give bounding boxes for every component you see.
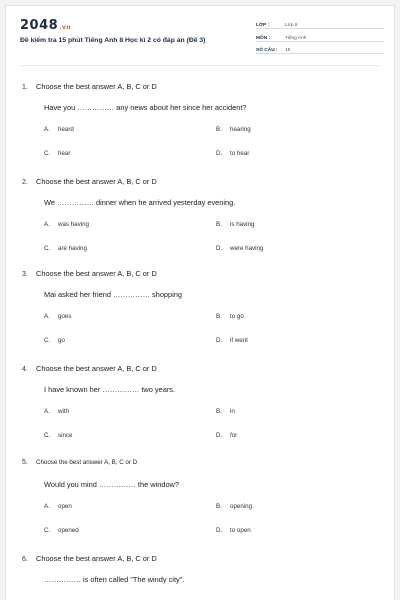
option-text: goes (58, 313, 72, 320)
meta-value: Tiếng Anh (285, 35, 307, 41)
question-heading (22, 364, 157, 373)
option-d[interactable] (216, 245, 263, 252)
question-stem: We …………… dinner when he arrived yesterday evening. (44, 198, 236, 207)
header-divider (20, 65, 380, 66)
option-b[interactable] (216, 221, 254, 228)
option-text: to go (230, 313, 244, 320)
option-b[interactable] (216, 503, 252, 510)
option-b[interactable] (216, 313, 244, 320)
question-stem: …………… is often called "The windy city". (44, 575, 185, 584)
option-text: opening (230, 503, 253, 510)
option-c[interactable] (44, 432, 72, 439)
question-prompt: Choose the best answer A, B, C or D (36, 269, 157, 278)
option-text: in (230, 408, 235, 415)
question-prompt: Choose the best answer A, B, C or D (36, 177, 157, 186)
meta-row-question-count (256, 43, 384, 54)
option-text: go (58, 337, 65, 344)
option-letter: D. (216, 432, 223, 439)
question-heading (22, 459, 137, 466)
question-number: 3. (22, 271, 28, 278)
option-d[interactable] (216, 527, 251, 534)
option-text: to open (230, 527, 251, 534)
option-text: is having (230, 221, 255, 228)
worksheet-page (5, 5, 395, 600)
option-letter: D. (216, 527, 223, 534)
question-heading (22, 177, 157, 186)
option-b[interactable] (216, 408, 235, 415)
option-text: since (58, 432, 73, 439)
question-stem: Mai asked her friend …………… shopping (44, 290, 183, 299)
question-number: 1. (22, 84, 28, 91)
option-a[interactable] (44, 313, 71, 320)
option-letter: D. (216, 337, 223, 344)
meta-value: 15 (285, 48, 291, 53)
meta-value: Lớp 8 (285, 23, 298, 28)
option-letter: B. (216, 503, 222, 510)
option-text: was having (58, 221, 89, 228)
question-number: 4. (22, 366, 28, 373)
option-letter: B. (216, 221, 222, 228)
option-b[interactable] (216, 126, 251, 133)
option-letter: D. (216, 150, 223, 157)
question-prompt: Choose the best answer A, B, C or D (36, 554, 157, 563)
question-stem: Would you mind …………… the window? (44, 480, 180, 489)
logo-main-text: 2048 (20, 18, 59, 33)
question-number: 5. (22, 459, 28, 466)
option-text: with (58, 408, 70, 415)
option-letter: B. (216, 313, 222, 320)
question-number: 2. (22, 179, 28, 186)
question-number: 6. (22, 556, 28, 563)
option-text: hearing (230, 126, 251, 133)
option-letter: C. (44, 432, 51, 439)
option-letter: A. (44, 408, 50, 415)
question-heading (22, 269, 157, 278)
meta-row-class (256, 18, 384, 29)
option-letter: C. (44, 337, 51, 344)
option-d[interactable] (216, 150, 249, 157)
option-text: were having (230, 245, 264, 252)
meta-row-subject (256, 31, 384, 42)
option-text: hear (58, 150, 71, 157)
logo-domain-text: .vn (59, 24, 72, 31)
option-letter: A. (44, 126, 50, 133)
option-a[interactable] (44, 503, 72, 510)
option-text: open (58, 503, 72, 510)
option-text: opened (58, 527, 79, 534)
option-letter: A. (44, 221, 50, 228)
question-heading (22, 82, 157, 91)
option-text: are having (58, 245, 87, 252)
meta-label: MÔN : (256, 35, 271, 41)
option-letter: D. (216, 245, 223, 252)
option-letter: B. (216, 408, 222, 415)
option-a[interactable] (44, 126, 74, 133)
option-text: to hear (230, 150, 250, 157)
meta-label: LỚP : (256, 23, 270, 28)
meta-table (256, 18, 384, 56)
option-letter: A. (44, 313, 50, 320)
option-c[interactable] (44, 337, 65, 344)
question-prompt: Choose the best answer A, B, C or D (36, 82, 157, 91)
site-logo[interactable] (20, 18, 71, 33)
option-text: heard (58, 126, 74, 133)
question-stem: I have known her …………… two years. (44, 385, 176, 394)
option-letter: C. (44, 527, 51, 534)
question-prompt: Choose the best answer A, B, C or D (36, 459, 138, 466)
option-letter: B. (216, 126, 222, 133)
option-letter: A. (44, 503, 50, 510)
option-letter: C. (44, 245, 51, 252)
document-title: Đề kiểm tra 15 phút Tiếng Anh 8 Học kì 2 có đáp án (Đề 3) (20, 37, 206, 44)
meta-label: SỐ CÂU : (256, 48, 278, 53)
option-text: if went (230, 337, 248, 344)
option-letter: C. (44, 150, 51, 157)
option-d[interactable] (216, 337, 248, 344)
option-a[interactable] (44, 221, 89, 228)
question-heading (22, 554, 157, 563)
option-text: for (230, 432, 238, 439)
option-a[interactable] (44, 408, 69, 415)
worksheet-header (6, 6, 394, 68)
option-c[interactable] (44, 245, 87, 252)
question-stem: Have you …………… any news about her since her accident? (44, 103, 247, 112)
question-prompt: Choose the best answer A, B, C or D (36, 364, 157, 373)
option-c[interactable] (44, 150, 70, 157)
option-d[interactable] (216, 432, 237, 439)
option-c[interactable] (44, 527, 79, 534)
